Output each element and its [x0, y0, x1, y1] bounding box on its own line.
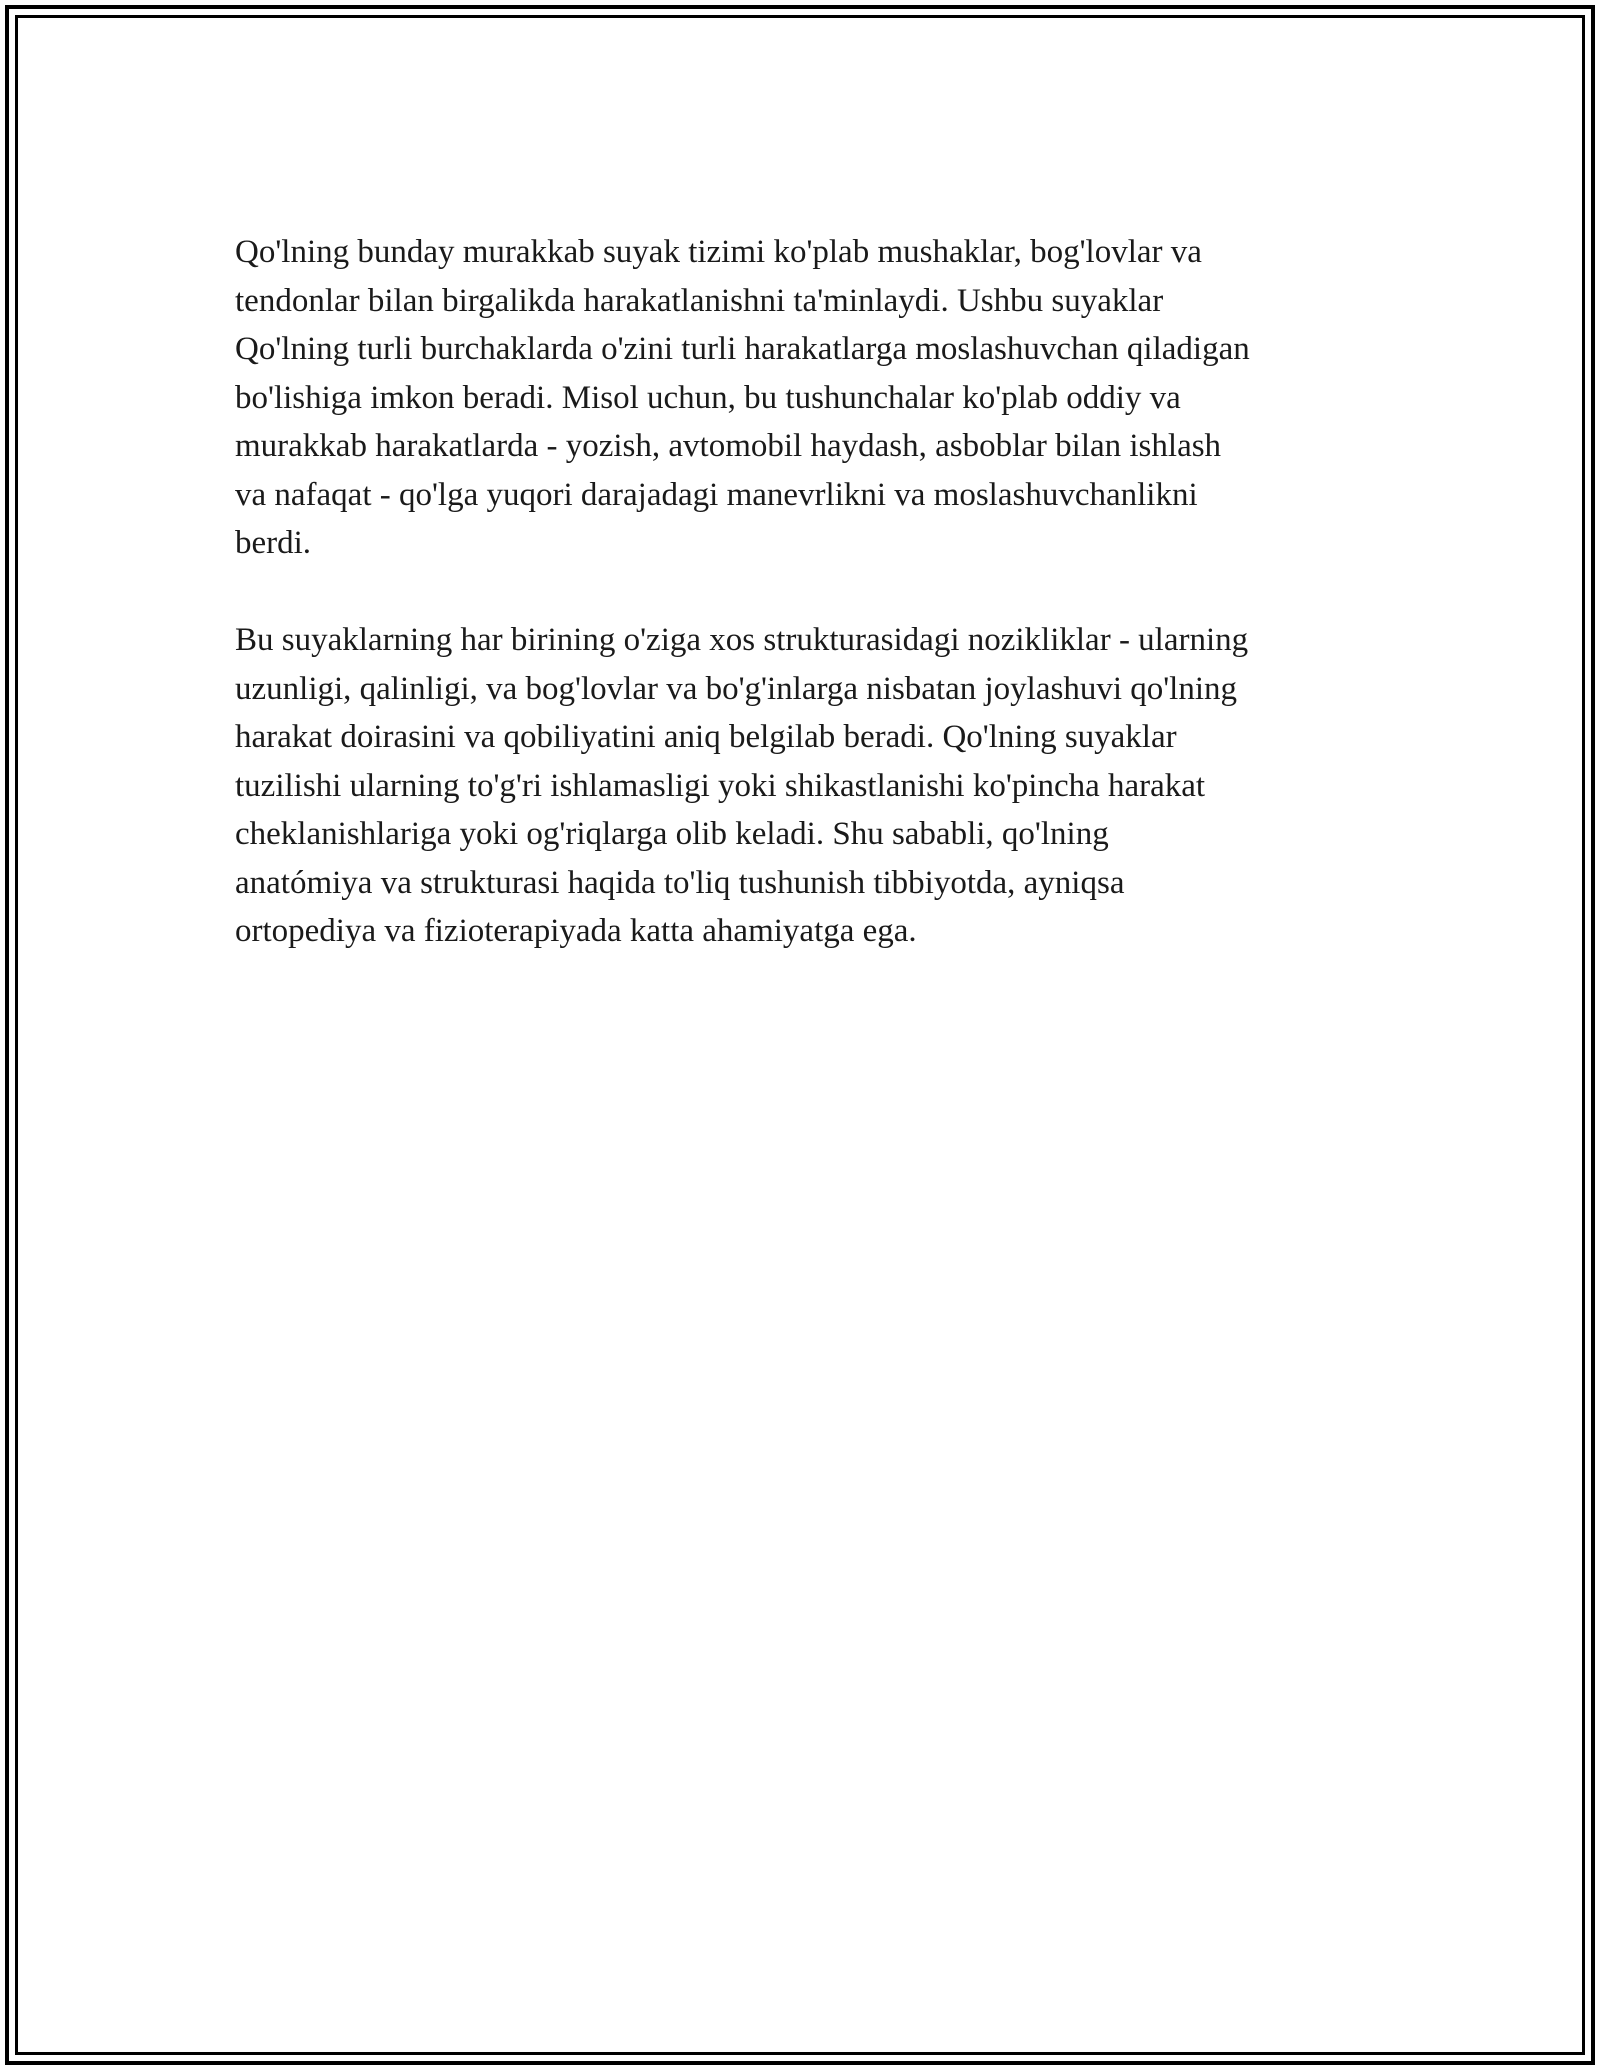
text-line: bo'lishiga imkon beradi. Misol uchun, bu tushunchalar ko'plab oddiy va — [235, 379, 1181, 416]
text-line: Qo'lning turli burchaklarda o'zini turli harakatlarga moslashuvchan qiladigan — [235, 331, 1250, 367]
text-line: cheklanishlariga yoki og'riqlarga olib keladi. Shu sababli, qo'lning — [235, 816, 1109, 852]
text-line: berdi. — [235, 525, 312, 561]
text-line: tuzilishi ularning to'g'ri ishlamasligi yoki shikastlanishi ko'pincha harakat — [235, 767, 1206, 804]
text-line: harakat doirasini va qobiliyatini aniq belgilab beradi. Qo'lning suyaklar — [235, 719, 1177, 755]
text-line: murakkab harakatlarda - yozish, avtomobil haydash, asboblar bilan ishlash — [235, 428, 1222, 464]
text-line: Bu suyaklarning har birining o'ziga xos strukturasidagi nozikliklar - ularning — [235, 622, 1249, 658]
text-line: tendonlar bilan birgalikda harakatlanishni ta'minlaydi. Ushbu suyaklar — [235, 282, 1164, 319]
document-body — [235, 228, 1375, 1004]
paragraph-1 — [235, 228, 1375, 568]
text-line: anatómiya va strukturasi haqida to'liq tushunish tibbiyotda, ayniqsa — [235, 864, 1125, 901]
text-line: va nafaqat - qo'lga yuqori darajadagi manevrlikni va moslashuvchanlikni — [235, 476, 1198, 513]
text-line: Qo'lning bunday murakkab suyak tizimi ko'plab mushaklar, bog'lovlar va — [235, 234, 1202, 270]
paragraph-2 — [235, 616, 1375, 956]
text-line: ortopediya va fizioterapiyada katta ahamiyatga ega. — [235, 913, 917, 949]
text-line: uzunligi, qalinligi, va bog'lovlar va bo'g'inlarga nisbatan joylashuvi qo'lning — [235, 670, 1238, 707]
